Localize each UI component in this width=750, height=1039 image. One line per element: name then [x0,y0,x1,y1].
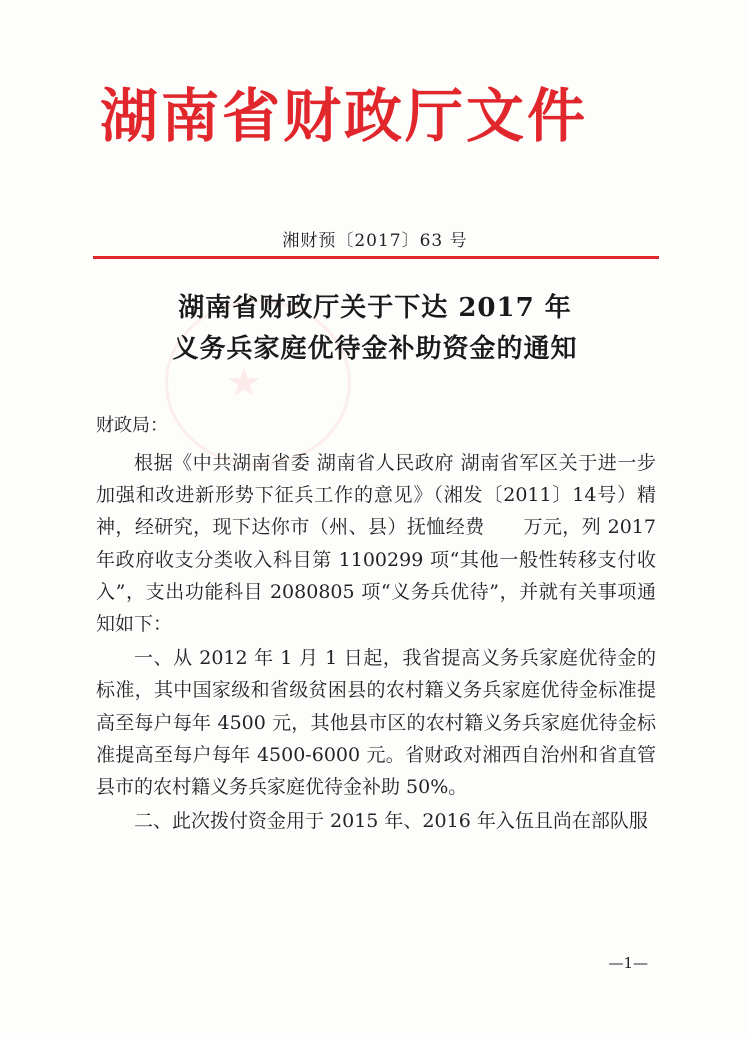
addressee: 财政局： [96,415,168,436]
document-number: 湘财预〔2017〕63 号 [282,231,468,251]
body-paragraph: 一、从 2012 年 1 月 1 日起，我省提高义务兵家庭优待金的标准，其中国家级和省级贫困县的农村籍义务兵家庭优待金标准提高至每户每年 4500 元，其他县市区的农村籍义务兵家庭优待金标准提高至每户每年 4500-6000 元。省财政对湘西自治州和省直管县市的农村籍义务兵家庭优待金补助 50%。 [96,647,656,799]
seal-star-icon: ★ [226,360,262,406]
notice-title-line-2: 义务兵家庭优待金补助资金的通知 [172,334,578,364]
body-paragraph: 根据《中共湖南省委 湖南省人民政府 湖南省军区关于进一步加强和改进新形势下征兵工作的意见》（湘发〔2011〕14号）精神，经研究，现下达你市（州、县）抚恤经费 万元，列 2017 年政府收支分类收入科目第 1100299 项“其他一般性转移支付收入”，支出功能科目 2080805 项“义务兵优待”，并就有关事项通知如下： [96,452,656,636]
red-separator-line [93,256,659,259]
document-header-title: 湖南省财政厅文件 [100,82,589,150]
body-paragraph: 二、此次拨付资金用于 2015 年、2016 年入伍且尚在部队服 [134,810,648,833]
notice-body [96,447,656,837]
page-number: —1— [608,954,648,972]
notice-title-line-1: 湖南省财政厅关于下达 2017 年 [178,293,572,323]
